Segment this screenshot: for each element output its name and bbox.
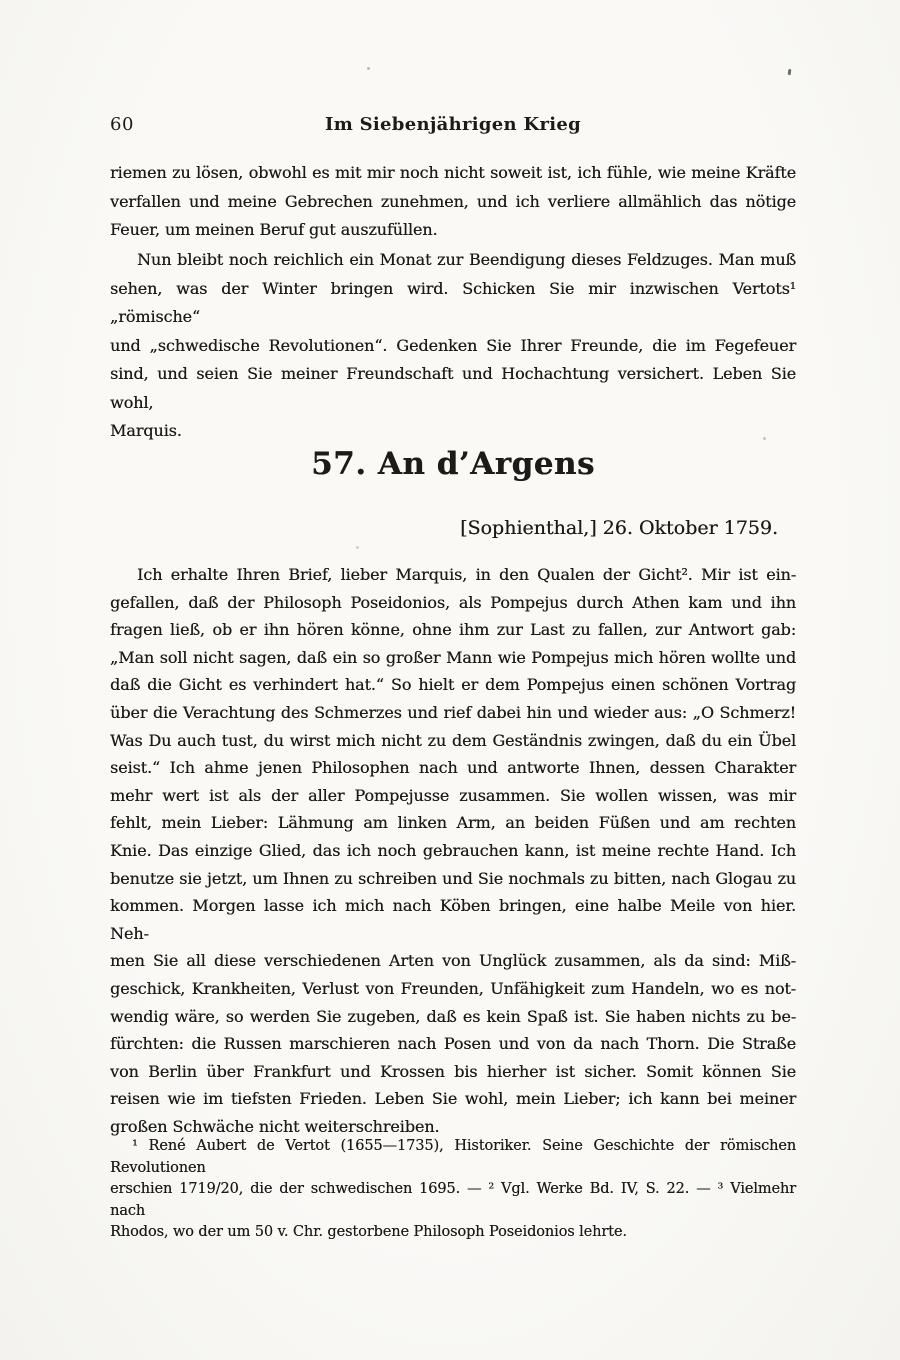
text-line: über die Verachtung des Schmerzes und rief dabei hin und wieder aus: „O Schmerz! (110, 702, 796, 722)
scan-speck (763, 437, 766, 440)
letter-body (110, 561, 796, 1140)
text-line: fehlt, mein Lieber: Lähmung am linken Arm, an beiden Füßen und am rechten (110, 813, 796, 833)
text-line: Rhodos, wo der um 50 v. Chr. gestorbene Philosoph Poseidonios lehrte. (110, 1224, 627, 1241)
text-line: fragen ließ, ob er ihn hören könne, ohne ihm zur Last zu fallen, zur Antwort gab: (110, 620, 796, 640)
text-line: ¹ René Aubert de Vertot (1655—1735), Historiker. Seine Geschichte der römischen Revolutionen (110, 1138, 796, 1176)
text-line: wendig wäre, so werden Sie zugeben, daß es kein Spaß ist. Sie haben nichts zu be- (110, 1006, 796, 1026)
text-line: verfallen und meine Gebrechen zunehmen, und ich verliere allmählich das nötige (110, 191, 796, 211)
letter-heading: 57. An d’Argens (311, 446, 595, 482)
footnote (110, 1136, 796, 1244)
text-line: seist.“ Ich ahme jenen Philosophen nach und antworte Ihnen, dessen Charakter (110, 758, 796, 778)
scan-speck (356, 546, 359, 549)
text-line: daß die Gicht es verhindert hat.“ So hielt er dem Pompejus einen schönen Vortrag (110, 675, 796, 695)
previous-letter-closing-paragraph (110, 246, 796, 446)
text-line: und „schwedische Revolutionen“. Gedenken Sie Ihrer Freunde, die im Fegefeuer (110, 335, 796, 355)
text-line: Knie. Das einzige Glied, das ich noch gebrauchen kann, ist meine rechte Hand. Ich (110, 840, 796, 860)
text-line: benutze sie jetzt, um Ihnen zu schreiben und Sie nochmals zu bitten, nach Glogau zu (110, 868, 796, 888)
text-line: von Berlin über Frankfurt und Krossen bis hierher ist sicher. Somit können Sie (110, 1061, 796, 1081)
text-line: großen Schwäche nicht weiterschreiben. (110, 1116, 440, 1136)
text-line: Feuer, um meinen Beruf gut auszufüllen. (110, 220, 438, 239)
page-number: 60 (110, 114, 134, 135)
text-line: sind, und seien Sie meiner Freundschaft und Hochachtung versichert. Leben Sie wohl, (110, 364, 796, 412)
text-line: sehen, was der Winter bringen wird. Schicken Sie mir inzwischen Vertots¹ „römische“ (110, 278, 796, 326)
text-line: „Man soll nicht sagen, daß ein so großer Mann wie Pompejus mich hören wollte und (110, 647, 796, 667)
running-header-title: Im Siebenjährigen Krieg (324, 114, 582, 135)
previous-letter-paragraph-continuation (110, 159, 796, 245)
text-line: Marquis. (110, 421, 182, 440)
text-line: kommen. Morgen lasse ich mich nach Köben bringen, eine halbe Meile von hier. Neh- (110, 896, 796, 943)
running-header (110, 114, 796, 138)
letter-dateline: [Sophienthal,] 26. Oktober 1759. (460, 517, 778, 539)
text-line: riemen zu lösen, obwohl es mit mir noch nicht soweit ist, ich fühle, wie meine Kräfte (110, 163, 796, 182)
text-line: gefallen, daß der Philosoph Poseidonios, als Pompejus durch Athen kam und ihn (110, 592, 796, 612)
text-line: men Sie all diese verschiedenen Arten von Unglück zusammen, als da sind: Miß- (110, 951, 796, 971)
text-line: erschien 1719/20, die der schwedischen 1695. — ² Vgl. Werke Bd. IV, S. 22. — ³ Vielmehr nach (110, 1181, 796, 1219)
text-line: mehr wert ist als der aller Pompejusse zusammen. Sie wollen wissen, was mir (110, 785, 796, 805)
text-line: Ich erhalte Ihren Brief, lieber Marquis, in den Qualen der Gicht². Mir ist ein- (137, 565, 796, 584)
text-line: geschick, Krankheiten, Verlust von Freunden, Unfähigkeit zum Handeln, wo es not- (110, 978, 796, 998)
scan-speck (367, 67, 370, 70)
text-line: Was Du auch tust, du wirst mich nicht zu dem Geständnis zwingen, daß du ein Übel (110, 730, 796, 750)
text-line: Nun bleibt noch reichlich ein Monat zur Beendigung dieses Feldzuges. Man muß (137, 250, 796, 269)
scan-speck (788, 69, 792, 75)
text-line: fürchten: die Russen marschieren nach Posen und von da nach Thorn. Die Straße (110, 1034, 796, 1054)
text-line: reisen wie im tiefsten Frieden. Leben Sie wohl, mein Lieber; ich kann bei meiner (110, 1089, 796, 1109)
